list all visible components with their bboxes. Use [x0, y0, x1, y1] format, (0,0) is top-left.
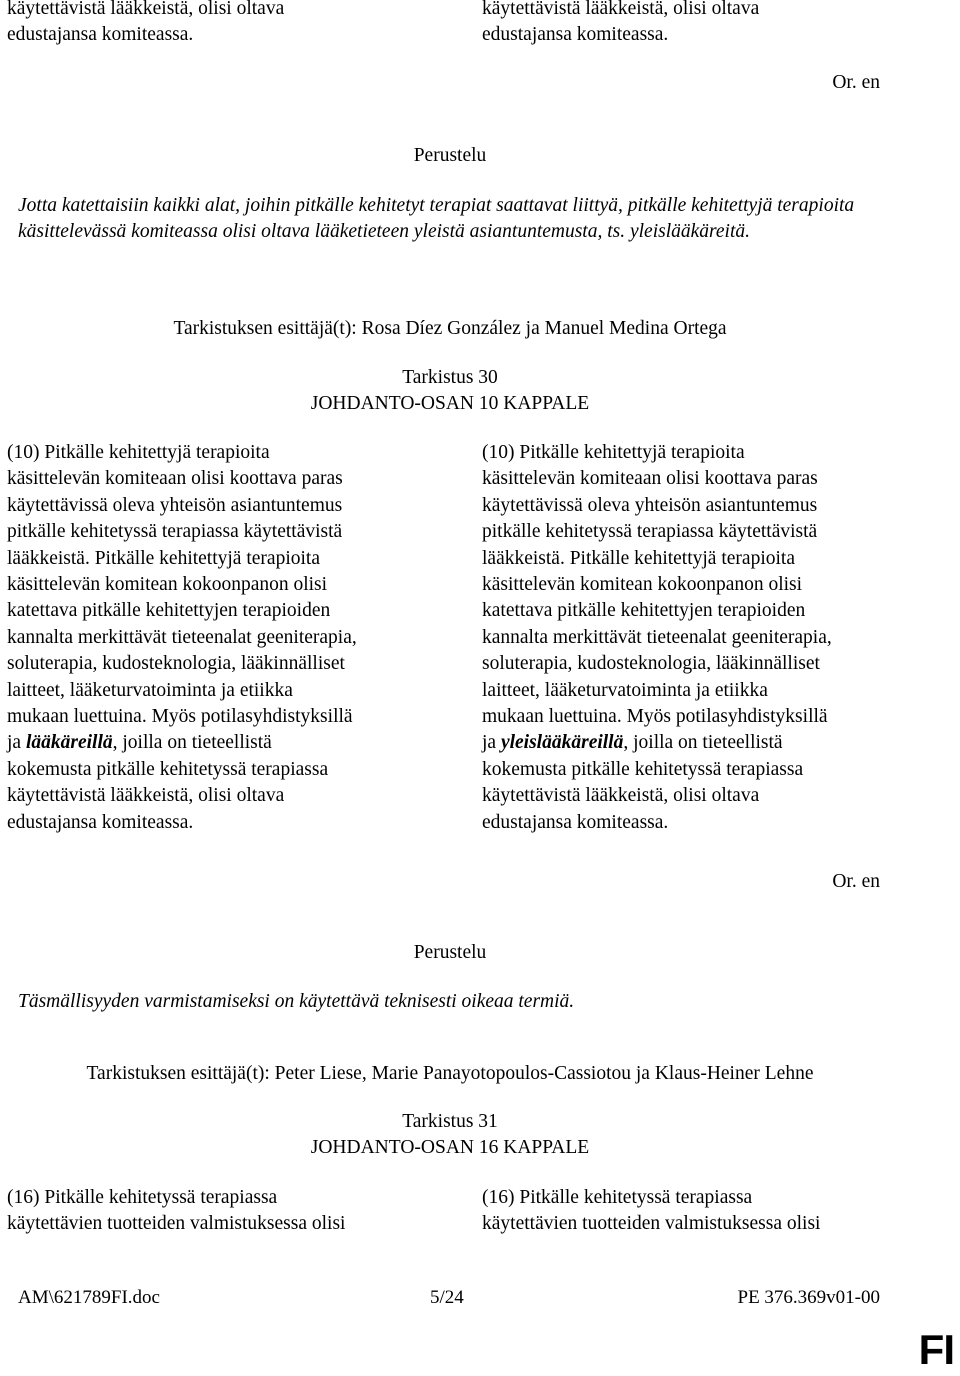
prev-amendment-right-tail: käytettävistä lääkkeistä, olisi oltava edustajansa komiteassa. — [482, 0, 760, 46]
original-language-note: Or. en — [832, 871, 880, 892]
amendment-text: (16) Pitkälle kehitetyssä terapiassa käytettävien tuotteiden valmistuksessa olisi — [482, 1187, 821, 1235]
commission-text-column — [7, 440, 427, 836]
language-mark: FI — [918, 1326, 954, 1373]
amendment-text-emphasis: yleislääkäreillä — [500, 732, 624, 754]
amendment-text-end: , joilla on tieteellistä kokemusta pitkälle kehitetyssä terapiassa käytettävistä lääkkeistä, olisi oltava edustajansa komiteassa. — [482, 732, 804, 833]
justification-text: Jotta katettaisiin kaikki alat, joihin pitkälle kehitetyt terapiat saattavat liittyä, pitkälle kehitettyjä terapioita käsittelevässä komiteassa olisi oltava lääketieteen yleistä asiantuntemusta, ts. yleislääkäreitä. — [18, 195, 855, 242]
commission-text: (16) Pitkälle kehitetyssä terapiassa käytettävien tuotteiden valmistuksessa olisi — [7, 1187, 346, 1235]
amendment-text: (10) Pitkälle kehitettyjä terapioita käsittelevän komiteaan olisi koottava paras käytettävissä oleva yhteisön asiantuntemus pitkälle kehitetyssä terapiassa käytettävistä lääkkeistä. Pitkälle kehitettyjä terapioita käsittelevän komitean kokoonpanon olisi katettava pitkälle kehitettyjen terapioiden kannalta merkittävät tieteenalat geeniterapia, soluterapia, kudosteknologia, lääkinnälliset laitteet, lääketurvatoiminta ja etiikka mukaan luettuina. Myös potilasyhdistyksillä ja — [482, 442, 832, 754]
footer-doc-ref: AM\621789FI.doc — [18, 1287, 160, 1308]
footer-page-number: 5/24 — [430, 1287, 464, 1308]
amendment-number: Tarkistus 30 — [402, 367, 498, 388]
original-language-note: Or. en — [832, 72, 880, 93]
amendment-reference: JOHDANTO-OSAN 10 KAPPALE — [310, 393, 590, 414]
justification-heading: Perustelu — [413, 942, 487, 963]
footer-pe-ref: PE 376.369v01-00 — [737, 1287, 880, 1308]
amendment-text-column — [482, 440, 902, 836]
amendment-authors: Tarkistuksen esittäjä(t): Rosa Díez González ja Manuel Medina Ortega — [173, 318, 727, 339]
justification-text: Täsmällisyyden varmistamiseksi on käytettävä teknisesti oikeaa termiä. — [18, 991, 575, 1012]
commission-text-end: , joilla on tieteellistä kokemusta pitkälle kehitetyssä terapiassa käytettävistä lääkkeistä, olisi oltava edustajansa komiteassa. — [7, 732, 329, 833]
amendment-authors: Tarkistuksen esittäjä(t): Peter Liese, Marie Panayotopoulos-Cassiotou ja Klaus-Heiner Lehne — [86, 1063, 814, 1084]
prev-amendment-left-tail: käytettävistä lääkkeistä, olisi oltava edustajansa komiteassa. — [7, 0, 285, 46]
justification-heading: Perustelu — [413, 145, 487, 166]
commission-text: (10) Pitkälle kehitettyjä terapioita käsittelevän komiteaan olisi koottava paras käytettävissä oleva yhteisön asiantuntemus pitkälle kehitetyssä terapiassa käytettävistä lääkkeistä. Pitkälle kehitettyjä terapioita käsittelevän komitean kokoonpanon olisi katettava pitkälle kehitettyjen terapioiden kannalta merkittävät tieteenalat geeniterapia, soluterapia, kudosteknologia, lääkinnälliset laitteet, lääketurvatoiminta ja etiikka mukaan luettuina. Myös potilasyhdistyksillä ja — [7, 442, 357, 754]
amendment-number: Tarkistus 31 — [402, 1111, 498, 1132]
amendment-reference: JOHDANTO-OSAN 16 KAPPALE — [310, 1137, 590, 1158]
commission-text-emphasis: lääkäreillä — [25, 732, 113, 754]
